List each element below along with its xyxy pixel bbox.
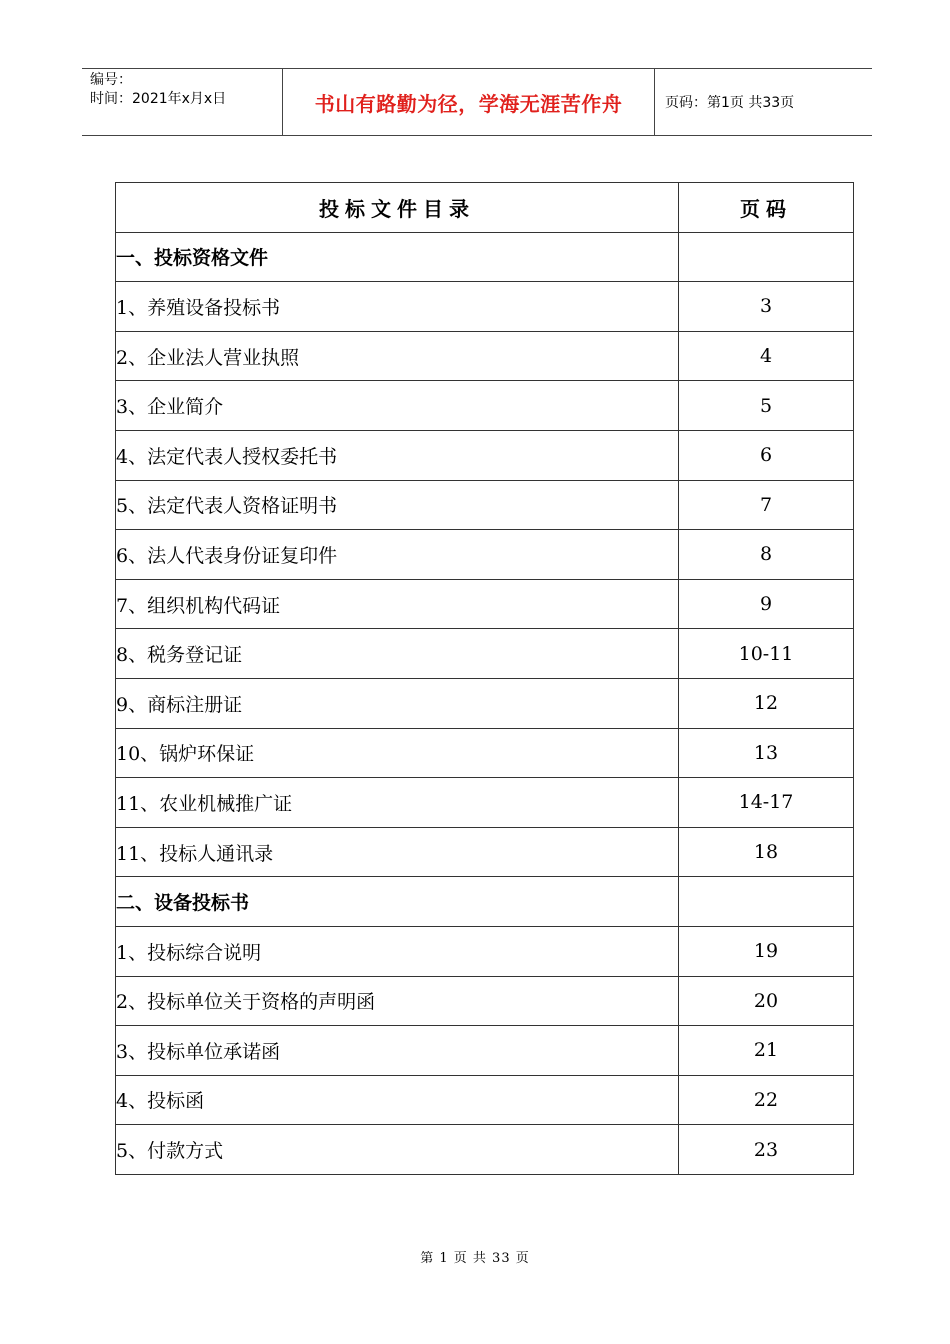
table-row	[116, 629, 854, 679]
table-row	[116, 430, 854, 480]
toc-header-row	[116, 183, 854, 233]
number-label: 编号：	[90, 72, 132, 88]
table-row	[116, 232, 854, 282]
time-label: 时间：2021年x月x日	[90, 91, 227, 107]
toc-item-page: 21	[679, 1026, 854, 1076]
table-row	[116, 530, 854, 580]
toc-item-label: 2、投标单位关于资格的声明函	[116, 976, 679, 1026]
table-row	[116, 728, 854, 778]
toc-item-label: 2、企业法人营业执照	[116, 331, 679, 381]
header-page-info: 页码：第1页 共33页	[665, 95, 795, 111]
page-header	[82, 68, 872, 136]
toc-title-header: 投标文件目录	[116, 183, 679, 233]
toc-item-label: 8、税务登记证	[116, 629, 679, 679]
table-row	[116, 877, 854, 927]
table-row	[116, 282, 854, 332]
toc-item-page: 6	[679, 430, 854, 480]
toc-item-page: 9	[679, 579, 854, 629]
toc-item-page: 20	[679, 976, 854, 1026]
table-row	[116, 331, 854, 381]
toc-item-page	[679, 877, 854, 927]
toc-table	[115, 182, 854, 1175]
page-footer: 第 1 页 共 33 页	[420, 1251, 530, 1266]
table-row	[116, 1125, 854, 1175]
toc-item-page: 22	[679, 1075, 854, 1125]
table-row	[116, 778, 854, 828]
toc-item-page: 4	[679, 331, 854, 381]
toc-body	[116, 232, 854, 1174]
table-row	[116, 926, 854, 976]
toc-item-label: 一、投标资格文件	[116, 232, 679, 282]
toc-item-label: 11、农业机械推广证	[116, 778, 679, 828]
toc-item-page: 8	[679, 530, 854, 580]
toc-item-label: 5、法定代表人资格证明书	[116, 480, 679, 530]
toc-item-label: 10、锅炉环保证	[116, 728, 679, 778]
table-row	[116, 976, 854, 1026]
table-row	[116, 1026, 854, 1076]
table-row	[116, 827, 854, 877]
toc-item-label: 7、组织机构代码证	[116, 579, 679, 629]
toc-item-page: 7	[679, 480, 854, 530]
toc-item-label: 4、投标函	[116, 1075, 679, 1125]
table-row	[116, 678, 854, 728]
table-row	[116, 1075, 854, 1125]
toc-item-page: 12	[679, 678, 854, 728]
table-row	[116, 480, 854, 530]
toc-item-label: 1、投标综合说明	[116, 926, 679, 976]
header-meta	[82, 69, 283, 135]
toc-item-page: 5	[679, 381, 854, 431]
toc-item-label: 4、法定代表人授权委托书	[116, 430, 679, 480]
toc-item-label: 5、付款方式	[116, 1125, 679, 1175]
toc-item-label: 二、设备投标书	[116, 877, 679, 927]
toc-item-label: 3、投标单位承诺函	[116, 1026, 679, 1076]
toc-item-page: 13	[679, 728, 854, 778]
toc-item-label: 9、商标注册证	[116, 678, 679, 728]
toc-item-label: 11、投标人通讯录	[116, 827, 679, 877]
toc-item-page: 14-17	[679, 778, 854, 828]
toc-item-label: 3、企业简介	[116, 381, 679, 431]
toc-item-page: 3	[679, 282, 854, 332]
toc-item-page: 10-11	[679, 629, 854, 679]
header-motto: 书山有路勤为径，学海无涯苦作舟	[283, 69, 655, 135]
toc-item-label: 6、法人代表身份证复印件	[116, 530, 679, 580]
table-row	[116, 579, 854, 629]
toc-item-page: 18	[679, 827, 854, 877]
toc-item-label: 1、养殖设备投标书	[116, 282, 679, 332]
toc-item-page	[679, 232, 854, 282]
toc-item-page: 23	[679, 1125, 854, 1175]
toc-page-header: 页码	[679, 183, 854, 233]
toc-item-page: 19	[679, 926, 854, 976]
table-row	[116, 381, 854, 431]
